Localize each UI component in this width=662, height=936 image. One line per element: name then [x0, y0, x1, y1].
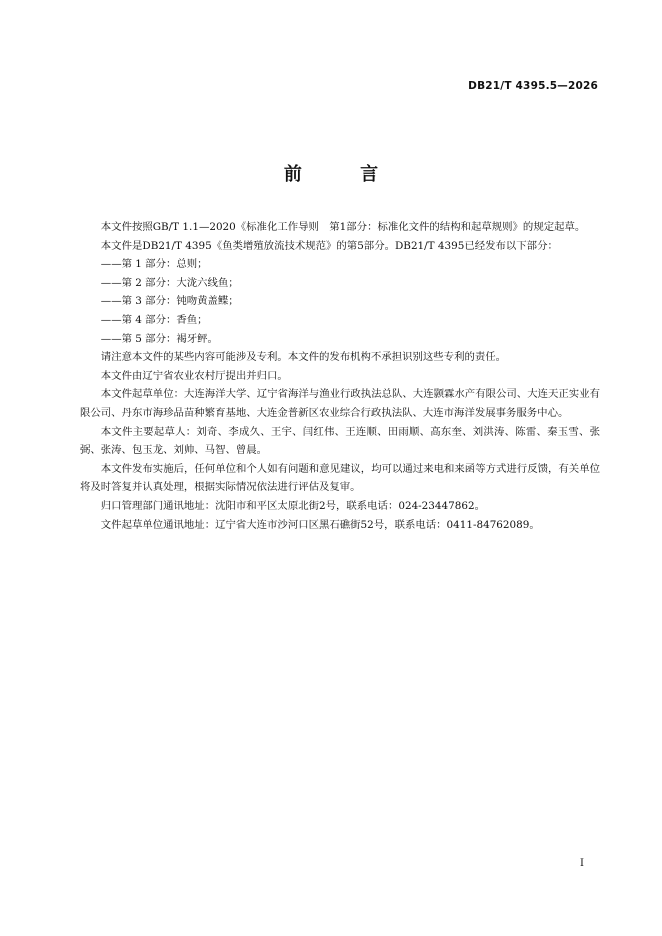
paragraph-proposer: 本文件由辽宁省农业农村厅提出并归口。 [100, 369, 288, 382]
paragraph-feedback: 本文件发布实施后，任何单位和个人如有问题和意见建议，均可以通过来电和来函等方式进行反馈，有关单位将及时答复并认真处理，根据实际情况依法进行评估及复审。 [80, 462, 600, 494]
list-item-part: ——第 1 部分：总则； [100, 258, 208, 271]
page-number: I [580, 858, 584, 869]
list-item-part: ——第 2 部分：大泷六线鱼； [100, 276, 239, 289]
document-number: DB21/T 4395.5—2026 [468, 80, 598, 92]
paragraph-authority-address: 归口管理部门通讯地址：沈阳市和平区太原北街2号，联系电话：024-23447862。 [100, 499, 485, 512]
paragraph-series-intro: 本文件是DB21/T 4395《鱼类增殖放流技术规范》的第5部分。DB21/T 4395已经发布以下部分： [100, 239, 558, 252]
list-item-part: ——第 4 部分：香鱼； [100, 313, 208, 326]
foreword-body [80, 218, 600, 534]
paragraph-drafter-address: 文件起草单位通讯地址：辽宁省大连市沙河口区黑石礁街52号，联系电话：0411-84762089。 [100, 518, 540, 531]
list-item-part: ——第 3 部分：钝吻黄盖鲽； [100, 295, 239, 308]
paragraph-patent-notice: 请注意本文件的某些内容可能涉及专利。本文件的发布机构不承担识别这些专利的责任。 [100, 351, 507, 364]
paragraph-drafters: 本文件主要起草人：刘奇、李成久、王宇、闫红伟、王连顺、田雨顺、高东奎、刘洪涛、陈雷、秦玉雪、张弼、张涛、包玉龙、刘帅、马智、曾晨。 [80, 425, 600, 457]
paragraph-drafting-rules: 本文件按照GB/T 1.1—2020《标准化工作导则 第1部分：标准化文件的结构和起草规则》的规定起草。 [100, 221, 586, 233]
paragraph-drafting-units: 本文件起草单位：大连海洋大学、辽宁省海洋与渔业行政执法总队、大连颢霖水产有限公司、大连天正实业有限公司、丹东市海珍品苗种繁育基地、大连金普新区农业综合行政执法队、大连市海洋发展事务服务中心。 [80, 388, 600, 419]
page-title: 前 言 [283, 164, 405, 185]
list-item-part: ——第 5 部分：褐牙鲆。 [100, 332, 218, 345]
